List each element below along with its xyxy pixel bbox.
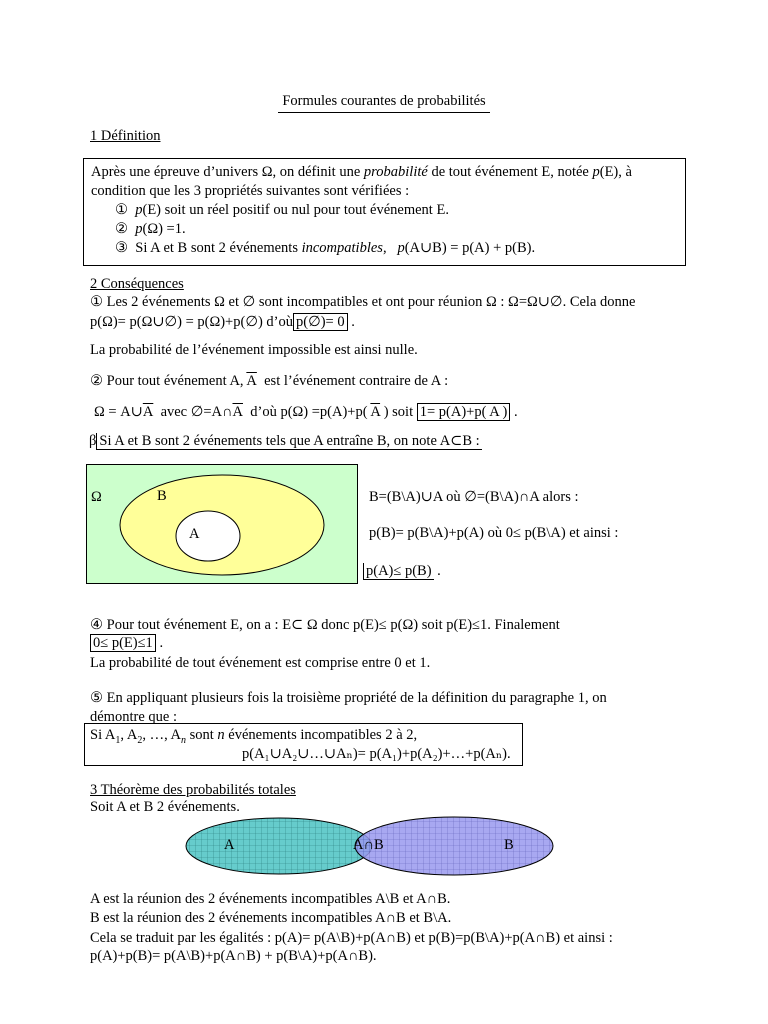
theorem-line-3: Cela se traduit par les égalités : p(A)= p(A\B)+p(A∩B) et p(B)=p(B\A)+p(A∩B) et ainsi : [90,930,613,946]
section-3-intro: Soit A et B 2 événements. [90,799,240,815]
additivity-line-1: Si $A_1$, $A_2$, …, $A_n$ sont n événements incompatibles 2 à 2, [90,727,418,746]
property-3: ③ Si A et B sont 2 événements incompatibles, p(A∪B) = p(A) + p(B). [115,240,536,256]
inclusion-venn-diagram [86,464,358,584]
intersection-label: A∩B [353,837,384,853]
consequence-1-line-2: p(Ω)= p(Ω∪∅) = p(Ω)+p(∅) d’où p(∅)= 0 . [90,314,355,330]
consequence-4-line-3: La probabilité de tout événement est comprise entre 0 et 1. [90,655,431,671]
venn-a-label: A [189,526,200,542]
consequence-5-line-2: démontre que : [90,709,177,725]
ellipse-b-label: B [504,837,514,853]
set-a-ellipse [176,511,240,561]
section-3-heading: 3 Théorème des probabilités totales [90,782,296,798]
consequence-1-line-3: La probabilité de l’événement impossible est ainsi nulle. [90,342,418,358]
definition-line-1: Après une épreuve d’univers Ω, on définit une probabilité de tout événement E, notée p(E), à [91,164,632,180]
title-rule [278,112,490,113]
venn-omega-label: Ω [91,489,102,505]
property-1: ① p(E) soit un réel positif ou nul pour tout événement E. [115,202,449,218]
inclusion-result-box: p(A)≤ p(B) [363,563,434,580]
ellipse-a [186,818,372,874]
section-1-heading: 1 Définition [90,128,161,144]
consequence-4-line-1: ④ Pour tout événement E, on a : E⊂ Ω donc p(E)≤ p(Ω) soit p(E)≤1. Finalement [90,617,560,633]
consequence-2-line-2: $\Omega = A\cup\overline{A}$ avec $\emptyset=A\cap\overline{A}$ d’où p(Ω) =p(A)+p( $\overline{A}$ ) soit 1= p(A)+p( $\overline{A}$ ) . [94,404,518,420]
consequence-4-line-2: 0≤ p(E)≤1 . [90,635,163,652]
consequence-3-line: β Si A et B sont 2 événements tels que A entraîne B, on note A⊂B : [89,433,480,449]
inclusion-line-2: p(B)= p(B\A)+p(A) où 0≤ p(B\A) et ainsi : [369,525,619,541]
section-2-heading: 2 Conséquences [90,276,184,292]
theorem-line-1: A est la réunion des 2 événements incompatibles A\B et A∩B. [90,891,451,907]
venn-b-label: B [157,488,167,504]
consequence-1-line-1: ① Les 2 événements Ω et ∅ sont incompatibles et ont pour réunion Ω : Ω=Ω∪∅. Cela donne [90,294,636,310]
ellipse-b [355,817,553,875]
theorem-line-4: p(A)+p(B)= p(A\B)+p(A∩B) + p(B\A)+p(A∩B). [90,948,377,964]
consequence-5-line-1: ⑤ En appliquant plusieurs fois la troisième propriété de la définition du paragraphe 1, on [90,690,607,706]
empty-set-result-box: p(∅)= 0 [293,313,348,331]
definition-line-2: condition que les 3 propriétés suivantes sont vérifiées : [91,183,410,199]
complement-result-box: 1= p(A)+p( $\overline{A}$ ) [417,403,511,421]
inclusion-line-3: p(A)≤ p(B) . [363,563,441,580]
theorem-line-2: B est la réunion des 2 événements incompatibles A∩B et B\A. [90,910,452,926]
page-title: Formules courantes de probabilités [282,93,486,109]
inclusion-line-1: B=(B\A)∪A où ∅=(B\A)∩A alors : [369,489,579,505]
consequence-2-line-1: ② Pour tout événement A, $\overline{A}$ est l’événement contraire de A : [90,373,449,389]
property-2: ② p(Ω) =1. [115,221,186,237]
ellipse-a-label: A [224,837,235,853]
additivity-line-2: p(A₁∪A₂∪…∪Aₙ)= p(A₁)+p(A₂)+…+p(Aₙ). [242,746,511,762]
bounds-result-box: 0≤ p(E)≤1 [90,634,156,652]
